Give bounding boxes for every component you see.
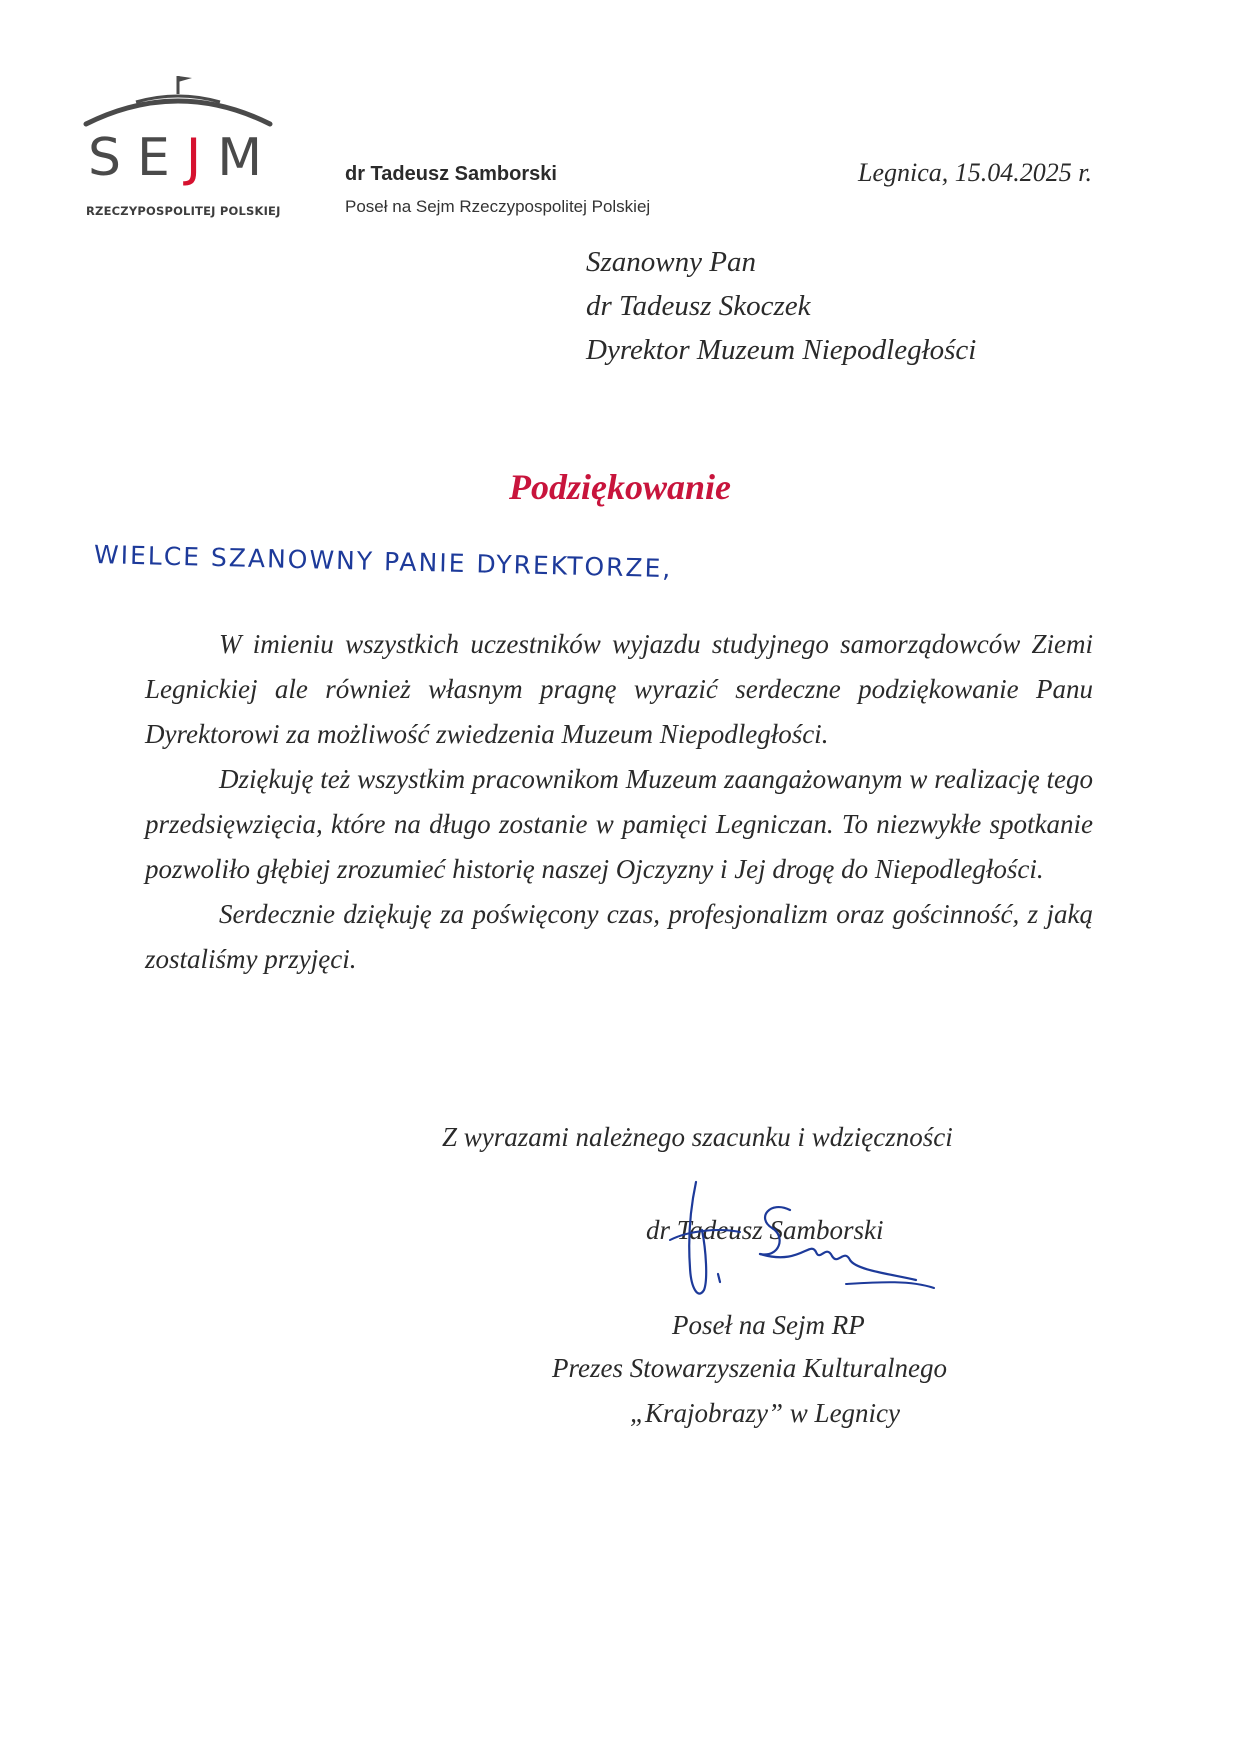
addressee-line: Szanowny Pan (586, 246, 756, 278)
body-paragraph: Dziękuję też wszystkim pracownikom Muzeum zaangażowanym w realizację tego przedsięwzięcia, które na długo zostanie w pamięci Legniczan. To niezwykłe spotkanie pozwoliło głębiej zrozumieć historię naszej Ojczyzny i Jej drogę do Niepodległości. (145, 764, 1093, 884)
closing-phrase: Z wyrazami należnego szacunku i wdzięczności (442, 1122, 953, 1152)
handwritten-greeting: WIELCE SZANOWNY PANIE DYREKTORZE, (93, 540, 673, 584)
body-paragraph: Serdecznie dziękuję za poświęcony czas, profesjonalizm oraz gościnność, z jaką zostaliśmy przyjęci. (145, 899, 1093, 974)
letter-body (145, 622, 1093, 982)
signatory-role-president: Prezes Stowarzyszenia Kulturalnego (552, 1353, 947, 1383)
signatory-name: dr Tadeusz Samborski (646, 1215, 884, 1245)
body-paragraph: W imieniu wszystkich uczestników wyjazdu studyjnego samorządowców Ziemi Legnickiej ale również własnym pragnę wyrazić serdeczne podziękowanie Panu Dyrektorowi za możliwość zwiedzenia Muzeum Niepodległości. (145, 629, 1093, 749)
letter-title: Podziękowanie (509, 467, 731, 507)
place-date: Legnica, 15.04.2025 r. (858, 158, 1092, 187)
sender-role: Poseł na Sejm Rzeczypospolitej Polskiej (345, 197, 651, 216)
handwritten-signature (660, 1170, 980, 1310)
sender-name: dr Tadeusz Samborski (345, 163, 557, 185)
addressee-block (586, 240, 976, 372)
addressee-line: dr Tadeusz Skoczek (586, 290, 811, 322)
logo-subtitle: RZECZYPOSPOLITEJ POLSKIEJ (86, 204, 281, 218)
signatory-organization: „Krajobrazy” w Legnicy (630, 1398, 901, 1428)
addressee-line: Dyrektor Muzeum Niepodległości (586, 334, 977, 366)
sejm-logo (78, 72, 281, 222)
logo-wordmark: SEJM (88, 128, 279, 188)
signatory-role-mp: Poseł na Sejm RP (672, 1310, 865, 1340)
